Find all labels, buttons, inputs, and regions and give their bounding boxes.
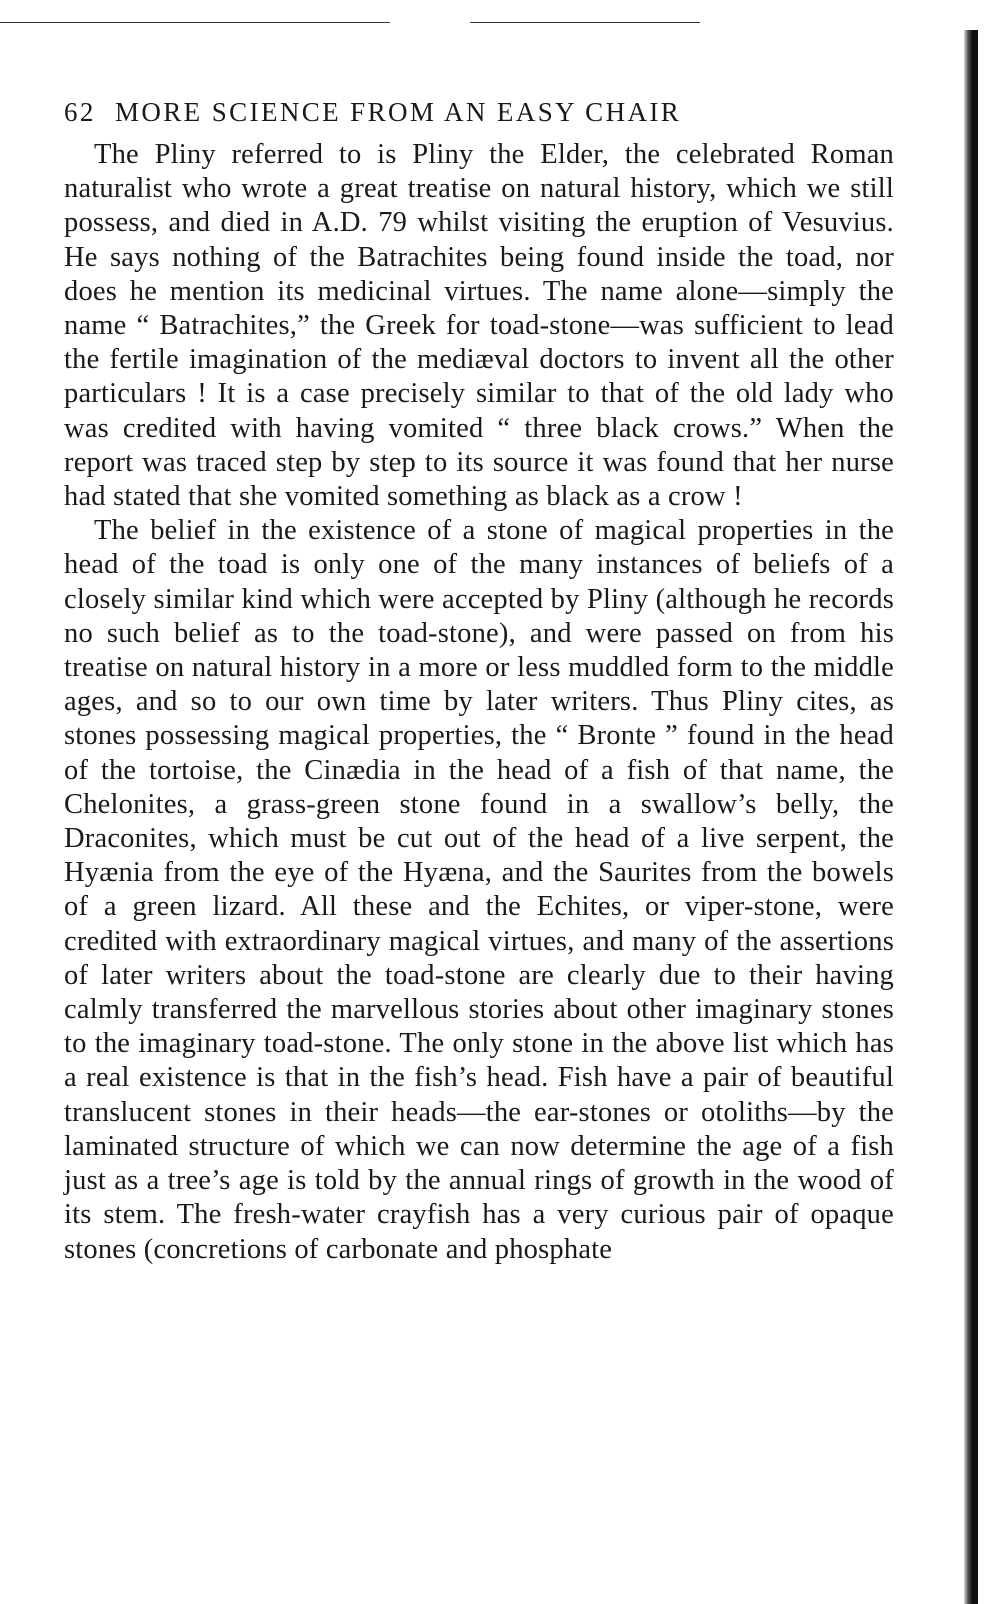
binding-edge xyxy=(964,30,978,1604)
paragraph-1: The Pliny referred to is Pliny the Elder, the celebrated Roman naturalist who wrote a great treatise on natural history, which we still possess, and died in A.D. 79 whilst visiting the eruption of Vesuvius. He says nothing of the Batrachites being found inside the toad, nor does he mention its medicinal virtues. The name alone—simply the name “ Batrachites,” the Greek for toad-stone—was sufficient to lead the fertile imagination of the mediæval doctors to invent all the other particulars ! It is a case precisely similar to that of the old lady who was credited with having vomited “ three black crows.” When the report was traced step by step to its source it was found that her nurse had stated that she vomited something as black as a crow ! xyxy=(64,139,894,513)
running-head xyxy=(64,92,894,132)
paragraph-2: The belief in the existence of a stone of magical properties in the head of the toad is only one of the many instances of beliefs of a closely similar kind which were accepted by Pliny (although he records no such belief as to the toad-stone), and were passed on from his treatise on natural history in a more or less muddled form to the middle ages, and so to our own time by later writers. Thus Pliny cites, as stones possessing magical properties, the “ Bronte ” found in the head of the tortoise, the Cinædia in the head of a fish of that name, the Chelonites, a grass-green stone found in a swallow’s belly, the Draconites, which must be cut out of the head of a live serpent, the Hyænia from the eye of the Hyæna, and the Saurites from the bowels of a green lizard. All these and the Echites, or viper-stone, were credited with extraordinary magical virtues, and many of the assertions of later writers about the toad-stone are clearly due to their having calmly transferred the marvellous stories about other imaginary stones to the imaginary toad-stone. The only stone in the above list which has a real existence is that in the fish’s head. Fish have a pair of beautiful translucent stones in their heads—the ear-stones or otoliths—by the laminated structure of which we can now determine the age of a fish just as a tree’s age is told by the annual rings of growth in the wood of its stem. The fresh-water crayfish has a very curious pair of opaque stones (concretions of carbonate and phosphate xyxy=(64,515,894,1265)
top-rule xyxy=(0,22,700,23)
top-rule-gap xyxy=(390,19,470,25)
book-page xyxy=(64,92,894,1267)
page-number: 62 xyxy=(64,97,96,127)
running-title: MORE SCIENCE FROM AN EASY CHAIR xyxy=(114,97,682,127)
